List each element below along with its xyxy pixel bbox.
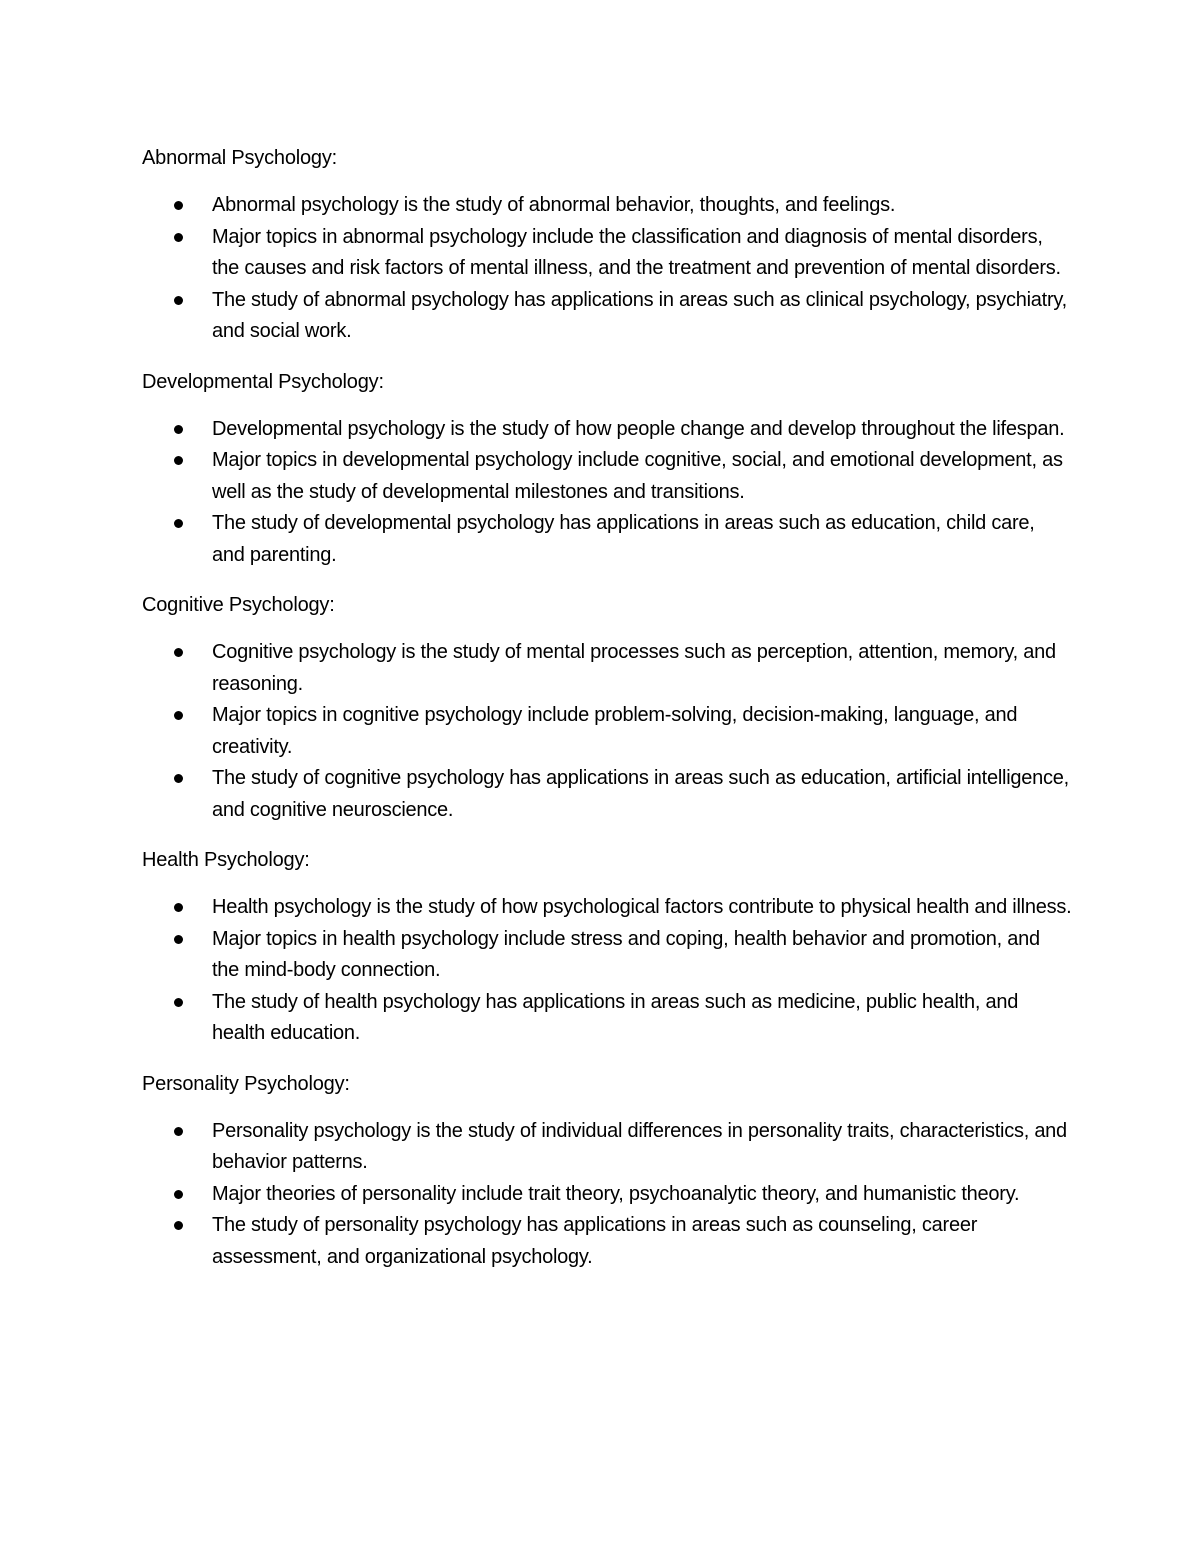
bullet-list: [142, 414, 1072, 572]
list-item-text: The study of developmental psychology has applications in areas such as education, child care, and parenting.: [212, 512, 1035, 566]
list-item-text: Developmental psychology is the study of how people change and develop throughout the lifespan.: [212, 417, 1065, 440]
bullet-icon: [174, 1190, 183, 1199]
list-item-text: Health psychology is the study of how psychological factors contribute to physical health and illness.: [212, 896, 1072, 918]
list-item-text: The study of personality psychology has applications in areas such as counseling, career assessment, and organizational psychology.: [212, 1214, 978, 1268]
list-item: [142, 222, 1072, 285]
bullet-icon: [174, 935, 183, 944]
bullet-icon: [174, 998, 183, 1007]
list-item: [142, 763, 1072, 826]
bullet-icon: [174, 233, 183, 242]
bullet-icon: [174, 519, 183, 528]
list-item-text: Cognitive psychology is the study of mental processes such as perception, attention, memory, and reasoning.: [212, 641, 1056, 695]
list-item: [142, 637, 1072, 700]
list-item: [142, 924, 1072, 987]
bullet-icon: [174, 201, 183, 210]
list-item-text: Major topics in cognitive psychology include problem-solving, decision-making, language, and creativity.: [212, 704, 1018, 758]
section-heading: Developmental Psychology:: [142, 370, 384, 393]
bullet-icon: [174, 456, 183, 465]
list-item: [142, 1179, 1072, 1211]
section-developmental-psychology: [142, 367, 1072, 572]
section-heading: Abnormal Psychology:: [142, 147, 337, 169]
bullet-list: [142, 1116, 1072, 1274]
list-item-text: Personality psychology is the study of individual differences in personality traits, characteristics, and behavior patterns.: [212, 1119, 1067, 1173]
list-item: [142, 1116, 1072, 1179]
list-item: [142, 508, 1072, 571]
list-item-text: The study of cognitive psychology has applications in areas such as education, artificial intelligence, and cognitive neuroscience.: [212, 767, 1069, 821]
bullet-list: [142, 190, 1072, 348]
list-item-text: The study of abnormal psychology has applications in areas such as clinical psychology, psychiatry, and social work.: [212, 288, 1067, 342]
section-abnormal-psychology: [142, 143, 1072, 348]
bullet-icon: [174, 903, 183, 912]
section-heading: Cognitive Psychology:: [142, 594, 335, 616]
bullet-list: [142, 637, 1072, 826]
list-item: [142, 445, 1072, 508]
bullet-icon: [174, 1221, 183, 1230]
section-heading: Health Psychology:: [142, 849, 310, 871]
list-item-text: Major topics in developmental psychology include cognitive, social, and emotional development, as well as the study of developmental milestones and transitions.: [212, 449, 1063, 503]
list-item: [142, 1210, 1072, 1273]
list-item: [142, 892, 1072, 924]
bullet-icon: [174, 711, 183, 720]
section-cognitive-psychology: [142, 590, 1072, 826]
list-item-text: The study of health psychology has applications in areas such as medicine, public health, and health education.: [212, 990, 1019, 1044]
bullet-icon: [174, 1127, 183, 1136]
list-item: [142, 414, 1072, 446]
bullet-icon: [174, 648, 183, 657]
list-item-text: Major topics in health psychology include stress and coping, health behavior and promotion, and the mind-body connection.: [212, 927, 1040, 981]
bullet-list: [142, 892, 1072, 1050]
list-item: [142, 700, 1072, 763]
list-item-text: Major theories of personality include trait theory, psychoanalytic theory, and humanistic theory.: [212, 1182, 1020, 1205]
list-item-text: Abnormal psychology is the study of abnormal behavior, thoughts, and feelings.: [212, 194, 896, 216]
list-item: [142, 285, 1072, 348]
list-item-text: Major topics in abnormal psychology include the classification and diagnosis of mental disorders, the causes and risk factors of mental illness, and the treatment and prevention of mental disorders.: [212, 225, 1061, 279]
section-health-psychology: [142, 845, 1072, 1050]
section-personality-psychology: [142, 1069, 1072, 1274]
document-content: [142, 143, 1072, 1292]
bullet-icon: [174, 425, 183, 434]
list-item: [142, 987, 1072, 1050]
list-item: [142, 190, 1072, 222]
bullet-icon: [174, 296, 183, 305]
bullet-icon: [174, 774, 183, 783]
section-heading: Personality Psychology:: [142, 1072, 350, 1095]
